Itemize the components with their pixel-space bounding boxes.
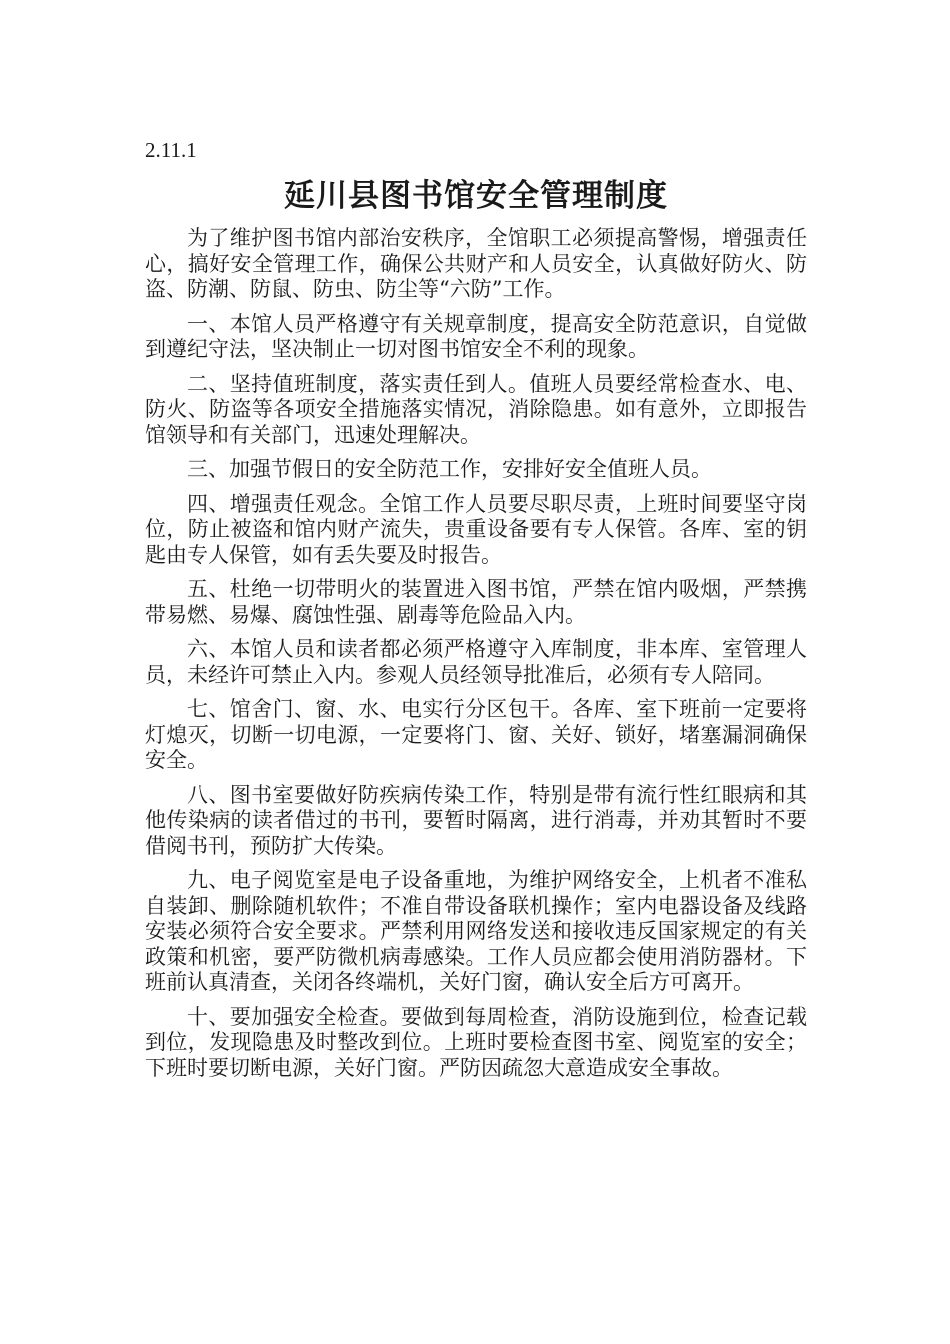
paragraph-item-1: 一、本馆人员严格遵守有关规章制度，提高安全防范意识，自觉做到遵纪守法，坚决制止一切对图书馆安全不利的现象。 [145,311,807,361]
document-title: 延川县图书馆安全管理制度 [284,178,668,214]
paragraph-intro: 为了维护图书馆内部治安秩序，全馆职工必须提高警惕，增强责任心，搞好安全管理工作，确保公共财产和人员安全，认真做好防火、防盗、防潮、防鼠、防虫、防尘等“六防”工作。 [145,226,807,301]
paragraph-item-2: 二、坚持值班制度，落实责任到人。值班人员要经常检查水、电、防火、防盗等各项安全措施落实情况，消除隐患。如有意外，立即报告馆领导和有关部门，迅速处理解决。 [145,371,807,447]
document-page [145,136,807,1090]
paragraph-item-5: 五、杜绝一切带明火的装置进入图书馆，严禁在馆内吸烟，严禁携带易燃、易爆、腐蚀性强、剧毒等危险品入内。 [145,577,807,627]
paragraph-item-9: 九、电子阅览室是电子设备重地，为维护网络安全，上机者不准私自装卸、删除随机软件；不准自带设备联机操作；室内电器设备及线路安装必须符合安全要求。严禁利用网络发送和接收违反国家规定的有关政策和机密，要严防微机病毒感染。工作人员应都会使用消防器材。下班前认真清查，关闭各终端机，关好门窗，确认安全后方可离开。 [145,868,807,994]
paragraph-item-4: 四、增强责任观念。全馆工作人员要尽职尽责，上班时间要坚守岗位，防止被盗和馆内财产流失，贵重设备要有专人保管。各库、室的钥匙由专人保管，如有丢失要及时报告。 [145,491,807,567]
paragraph-item-10: 十、要加强安全检查。要做到每周检查，消防设施到位，检查记载到位，发现隐患及时整改到位。上班时要检查图书室、阅览室的安全；下班时要切断电源，关好门窗。严防因疏忽大意造成安全事故。 [145,1004,807,1080]
paragraph-item-3: 三、加强节假日的安全防范工作，安排好安全值班人员。 [187,457,712,481]
paragraph-item-7: 七、馆舍门、窗、水、电实行分区包干。各库、室下班前一定要将灯熄灭，切断一切电源，一定要将门、窗、关好、锁好，堵塞漏洞确保安全。 [145,697,807,772]
paragraph-item-6: 六、本馆人员和读者都必须严格遵守入库制度，非本库、室管理人员，未经许可禁止入内。参观人员经领导批准后，必须有专人陪同。 [145,637,807,687]
paragraph-item-8: 八、图书室要做好防疾病传染工作，特别是带有流行性红眼病和其他传染病的读者借过的书刊，要暂时隔离，进行消毒，并劝其暂时不要借阅书刊，预防扩大传染。 [145,782,807,858]
section-number: 2.11.1 [145,138,197,162]
